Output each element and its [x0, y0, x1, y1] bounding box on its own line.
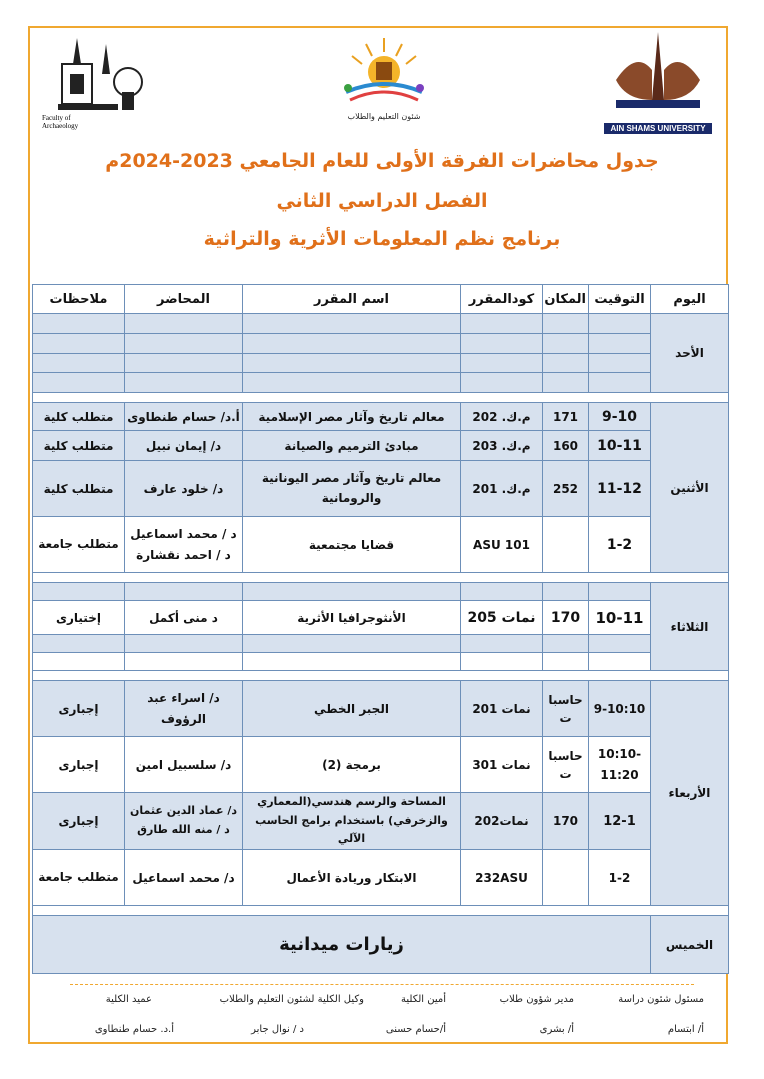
cell-course: الأنثوجرافيا الأثرية	[243, 601, 461, 635]
cell-code: نمات 201	[461, 681, 543, 737]
day-thursday: الخميس	[651, 916, 729, 974]
cell-lecturer: د منى أكمل	[125, 601, 243, 635]
cell-lecturer	[125, 517, 243, 573]
cell-notes: متطلب كلية	[33, 431, 125, 461]
signature-name: أ/حسام حسنى	[385, 1024, 446, 1035]
cell-code: نمات 205	[461, 601, 543, 635]
header-row	[33, 285, 729, 314]
cell-course: الجبر الخطي	[243, 681, 461, 737]
table-row	[33, 373, 729, 393]
lecturer-line: د / منه الله طارق	[137, 823, 230, 837]
table-row	[33, 850, 729, 906]
table-row	[33, 635, 729, 653]
table-row	[33, 403, 729, 431]
table-row	[33, 333, 729, 353]
cell-course: مبادئ الترميم والصيانة	[243, 431, 461, 461]
cell-course: المساحة والرسم هندسي(المعماري والزخرفي) باستخدام برامج الحاسب الآلي	[243, 793, 461, 850]
cell-place: 252	[543, 461, 589, 517]
table-row	[33, 353, 729, 373]
education-affairs-logo	[336, 36, 432, 128]
cell-notes: إجبارى	[33, 681, 125, 737]
cell-time: 9-10	[589, 403, 651, 431]
lecturer-line: د / احمد نقشارة	[136, 547, 231, 562]
col-day: اليوم	[651, 285, 729, 314]
col-code: كودالمقرر	[461, 285, 543, 314]
signature-role: مدير شؤون طلاب	[499, 994, 574, 1005]
col-course: اسم المقرر	[243, 285, 461, 314]
cell-place: 170	[543, 793, 589, 850]
cell-notes: متطلب جامعة	[33, 850, 125, 906]
cell-code: م.ك. 203	[461, 431, 543, 461]
semester-title: الفصل الدراسي الثاني	[276, 190, 488, 212]
faculty-name-en: Faculty of Archaeology	[42, 114, 79, 130]
lecturer-line: د / محمد اسماعيل	[130, 527, 237, 542]
row-gap	[33, 393, 729, 403]
signature-name: أ.د. حسام طنطاوى	[94, 1024, 174, 1035]
cell-code: ASU 101	[461, 517, 543, 573]
col-place: المكان	[543, 285, 589, 314]
cell-course: معالم تاريخ وآثار مصر الإسلامية	[243, 403, 461, 431]
cell-code: نمات 301	[461, 737, 543, 793]
schedule-title: جدول محاضرات الفرقة الأولى للعام الجامعي 2023-2024م	[105, 150, 659, 172]
cell-code: م.ك. 201	[461, 461, 543, 517]
signature-role: عميد الكلية	[105, 994, 152, 1005]
cell-time: 9-10:10	[589, 681, 651, 737]
cell-course: الابتكار وريادة الأعمال	[243, 850, 461, 906]
cell-notes: متطلب كلية	[33, 461, 125, 517]
cell-notes: متطلب جامعة	[33, 517, 125, 573]
university-name-en: AIN SHAMS UNIVERSITY	[604, 123, 711, 134]
cell-code: م.ك. 202	[461, 403, 543, 431]
signature-role: وكيل الكلية لشئون التعليم والطلاب	[219, 994, 364, 1005]
signature-name: أ/ بشرى	[539, 1024, 574, 1035]
cell-course: برمجة (2)	[243, 737, 461, 793]
cell-notes: متطلب كلية	[33, 403, 125, 431]
field-visits-cell: زيارات ميدانية	[33, 916, 651, 974]
cell-time: 11-12	[589, 461, 651, 517]
cell-lecturer: د/ محمد اسماعيل	[125, 850, 243, 906]
cell-lecturer: د/ خلود عارف	[125, 461, 243, 517]
footer-divider	[70, 984, 694, 985]
cell-lecturer: أ.د/ حسام طنطاوى	[125, 403, 243, 431]
day-wednesday: الأربعاء	[651, 681, 729, 906]
cell-lecturer: د/ سلسبيل امين	[125, 737, 243, 793]
cell-notes: إجبارى	[33, 793, 125, 850]
table-row	[33, 681, 729, 737]
cell-time: 12-1	[589, 793, 651, 850]
cell-time: 1-2	[589, 850, 651, 906]
signature-name: أ/ ابتسام	[667, 1024, 704, 1035]
col-lecturer: المحاضر	[125, 285, 243, 314]
cell-course: معالم تاريخ وآثار مصر اليونانية والرومانية	[243, 461, 461, 517]
cell-time: 10-11	[589, 431, 651, 461]
faculty-logo	[40, 34, 152, 134]
cell-time: 1-2	[589, 517, 651, 573]
cell-place: 171	[543, 403, 589, 431]
row-gap	[33, 573, 729, 583]
table-row	[33, 461, 729, 517]
table-row	[33, 583, 729, 601]
cell-course: قضايا مجتمعية	[243, 517, 461, 573]
col-time: التوقيت	[589, 285, 651, 314]
col-notes: ملاحظات	[33, 285, 125, 314]
university-logo	[596, 30, 720, 133]
cell-code: نمات202	[461, 793, 543, 850]
table-row	[33, 601, 729, 635]
signature-role: مسئول شئون دراسة	[618, 994, 704, 1005]
table-row	[33, 793, 729, 850]
cell-time: 10-11	[589, 601, 651, 635]
cell-lecturer: د/ إيمان نبيل	[125, 431, 243, 461]
cell-place	[543, 517, 589, 573]
cell-place: 170	[543, 601, 589, 635]
cell-notes: إجبارى	[33, 737, 125, 793]
cell-lecturer	[125, 793, 243, 850]
cell-code: 232ASU	[461, 850, 543, 906]
schedule-table	[32, 284, 729, 974]
day-monday: الأثنين	[651, 403, 729, 573]
cell-place: 160	[543, 431, 589, 461]
cell-place: حاسبات	[543, 737, 589, 793]
cell-lecturer: د/ اسراء عبد الرؤوف	[125, 681, 243, 737]
cell-time: 10:10-11:20	[589, 737, 651, 793]
signature-role: أمين الكلية	[401, 994, 446, 1005]
table-row	[33, 314, 729, 334]
cell-notes: إختيارى	[33, 601, 125, 635]
row-gap	[33, 671, 729, 681]
day-tuesday: الثلاثاء	[651, 583, 729, 671]
program-title: برنامج نظم المعلومات الأثرية والتراثية	[203, 228, 561, 250]
table-row	[33, 431, 729, 461]
cell-place: حاسبات	[543, 681, 589, 737]
table-row	[33, 517, 729, 573]
day-sunday: الأحد	[651, 314, 729, 393]
lecturer-line: د/ عماد الدين عثمان	[130, 804, 237, 818]
table-row	[33, 737, 729, 793]
row-gap	[33, 906, 729, 916]
cell-place	[543, 850, 589, 906]
education-logo-caption: شئون التعليم والطلاب	[347, 112, 421, 121]
table-row	[33, 916, 729, 974]
table-row	[33, 653, 729, 671]
signature-name: د / نوال جابر	[251, 1024, 304, 1035]
